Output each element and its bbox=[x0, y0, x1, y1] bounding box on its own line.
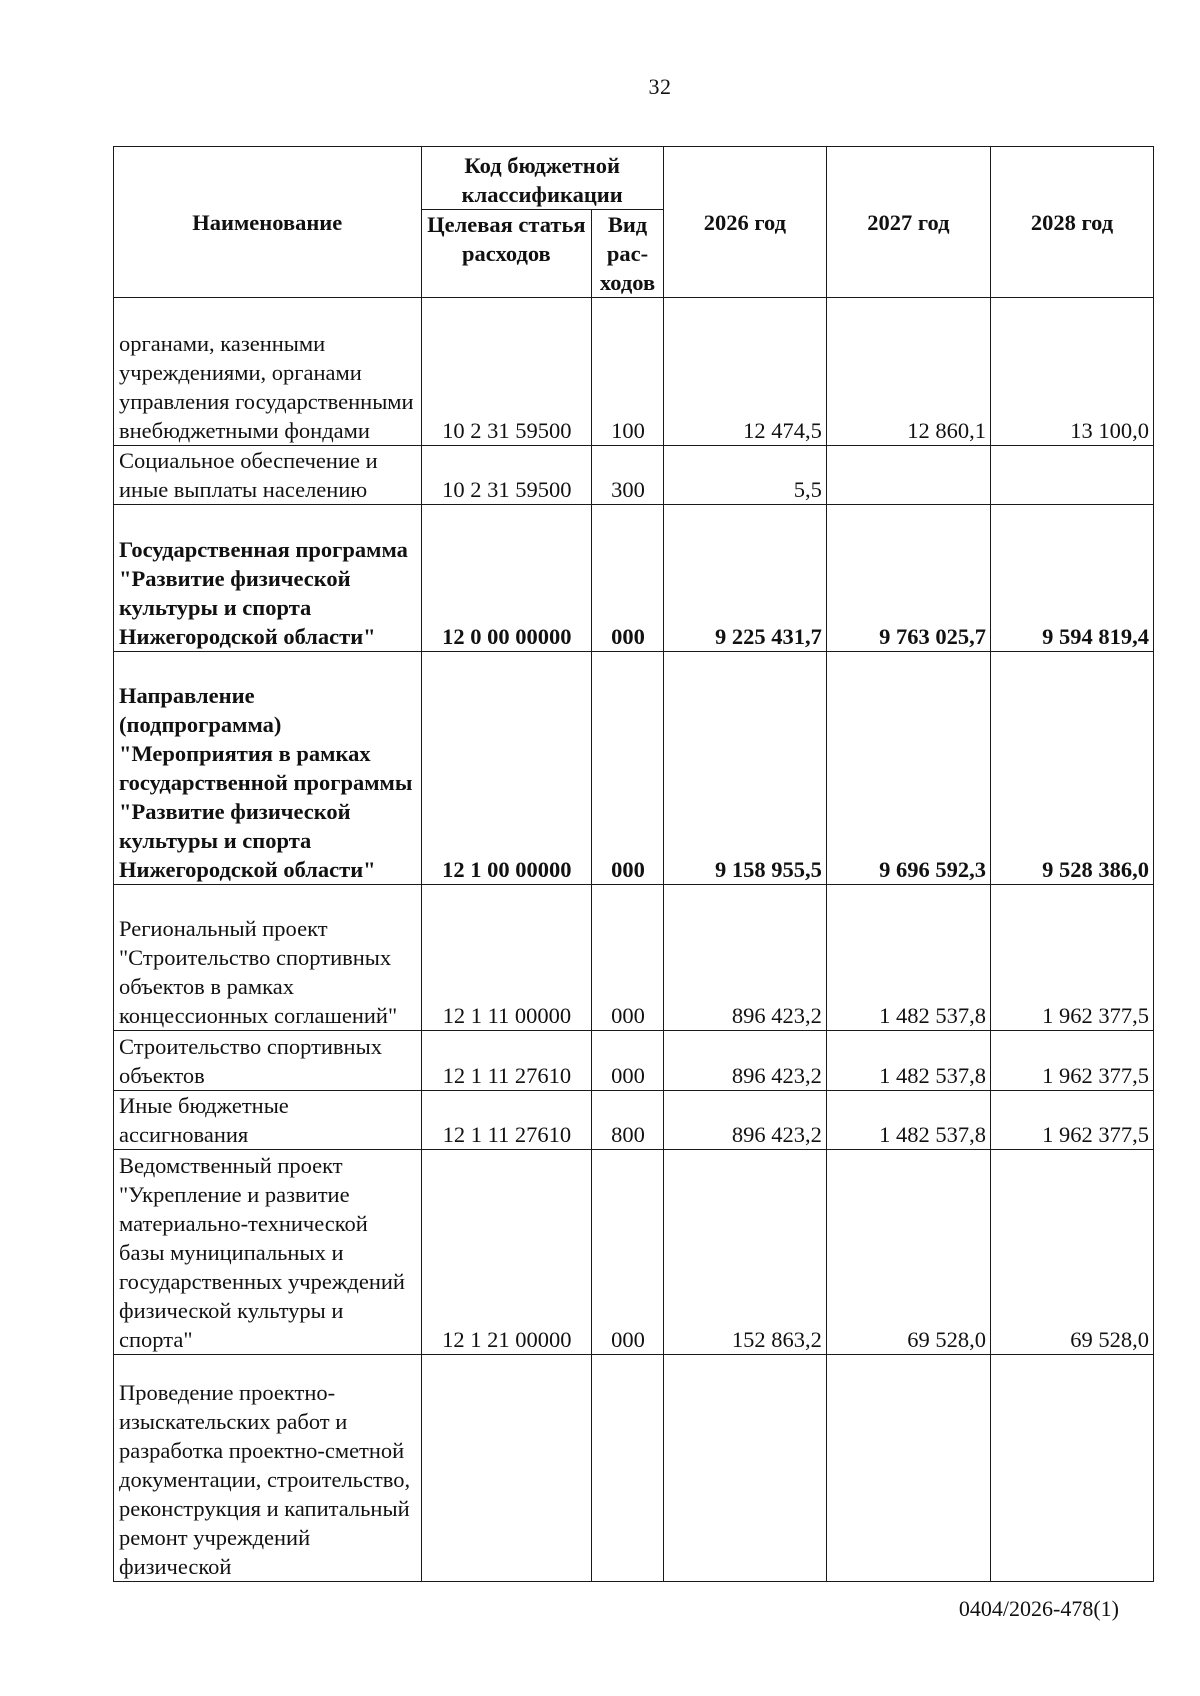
row-name: Строительство спортивных объектов bbox=[114, 1031, 422, 1091]
table-row bbox=[114, 298, 1154, 446]
row-value-2028: 1 962 377,5 bbox=[990, 1091, 1153, 1150]
header-year-2027: 2027 год bbox=[826, 147, 990, 298]
row-expense-kind bbox=[592, 1355, 664, 1582]
table-row bbox=[114, 652, 1154, 885]
table-row bbox=[114, 1355, 1154, 1582]
table-row bbox=[114, 505, 1154, 652]
table-row bbox=[114, 446, 1154, 505]
row-value-2027: 1 482 537,8 bbox=[826, 885, 990, 1031]
row-value-2026: 9 225 431,7 bbox=[663, 505, 826, 652]
row-target-article: 12 1 11 27610 bbox=[421, 1031, 592, 1091]
row-value-2028: 9 594 819,4 bbox=[990, 505, 1153, 652]
row-name: Иные бюджетные ассигнования bbox=[114, 1091, 422, 1150]
row-name: Государственная программа "Развитие физической культуры и спорта Нижегородской области" bbox=[114, 505, 422, 652]
row-target-article: 10 2 31 59500 bbox=[421, 298, 592, 446]
row-expense-kind: 000 bbox=[592, 505, 664, 652]
row-target-article bbox=[421, 1355, 592, 1582]
table-row bbox=[114, 1031, 1154, 1091]
row-value-2027 bbox=[826, 1355, 990, 1582]
row-target-article: 12 1 11 27610 bbox=[421, 1091, 592, 1150]
row-value-2026: 9 158 955,5 bbox=[663, 652, 826, 885]
table-body bbox=[114, 298, 1154, 1582]
row-value-2028 bbox=[990, 1355, 1153, 1582]
table-row bbox=[114, 1091, 1154, 1150]
row-target-article: 10 2 31 59500 bbox=[421, 446, 592, 505]
header-year-2028: 2028 год bbox=[990, 147, 1153, 298]
header-year-2026: 2026 год bbox=[663, 147, 826, 298]
document-number: 0404/2026-478(1) bbox=[958, 1596, 1119, 1621]
row-expense-kind: 800 bbox=[592, 1091, 664, 1150]
header-code-group: Код бюджетной классификации bbox=[421, 147, 663, 210]
row-value-2027: 1 482 537,8 bbox=[826, 1031, 990, 1091]
row-value-2026: 896 423,2 bbox=[663, 885, 826, 1031]
row-value-2026 bbox=[663, 1355, 826, 1582]
row-name: органами, казенными учреждениями, органами управления государственными внебюджетными фондами bbox=[114, 298, 422, 446]
row-target-article: 12 0 00 00000 bbox=[421, 505, 592, 652]
row-expense-kind: 300 bbox=[592, 446, 664, 505]
row-value-2028: 9 528 386,0 bbox=[990, 652, 1153, 885]
row-value-2027: 1 482 537,8 bbox=[826, 1091, 990, 1150]
row-expense-kind: 000 bbox=[592, 885, 664, 1031]
row-value-2026: 5,5 bbox=[663, 446, 826, 505]
row-target-article: 12 1 11 00000 bbox=[421, 885, 592, 1031]
row-value-2028: 69 528,0 bbox=[990, 1150, 1153, 1355]
row-value-2026: 152 863,2 bbox=[663, 1150, 826, 1355]
row-value-2027 bbox=[826, 446, 990, 505]
row-value-2027: 9 763 025,7 bbox=[826, 505, 990, 652]
row-value-2028 bbox=[990, 446, 1153, 505]
header-name: Наименование bbox=[114, 147, 422, 298]
row-value-2027: 69 528,0 bbox=[826, 1150, 990, 1355]
page-number: 32 bbox=[648, 74, 672, 99]
row-value-2028: 1 962 377,5 bbox=[990, 1031, 1153, 1091]
row-expense-kind: 000 bbox=[592, 1031, 664, 1091]
row-name: Проведение проектно-изыскательских работ и разработка проектно-сметной документации, строительство, реконструкция и капитальный ремонт учреждений физической bbox=[114, 1355, 422, 1582]
row-expense-kind: 000 bbox=[592, 1150, 664, 1355]
row-value-2026: 896 423,2 bbox=[663, 1031, 826, 1091]
row-value-2028: 13 100,0 bbox=[990, 298, 1153, 446]
row-name: Региональный проект "Строительство спортивных объектов в рамках концессионных соглашений" bbox=[114, 885, 422, 1031]
header-expense-kind: Вид рас-ходов bbox=[592, 210, 664, 298]
row-target-article: 12 1 21 00000 bbox=[421, 1150, 592, 1355]
row-value-2027: 12 860,1 bbox=[826, 298, 990, 446]
row-expense-kind: 100 bbox=[592, 298, 664, 446]
budget-table bbox=[113, 146, 1154, 1582]
table-row bbox=[114, 885, 1154, 1031]
row-value-2026: 12 474,5 bbox=[663, 298, 826, 446]
row-name: Ведомственный проект "Укрепление и развитие материально-технической базы муниципальных и государственных учреждений физической культуры и спорта" bbox=[114, 1150, 422, 1355]
row-name: Социальное обеспечение и иные выплаты населению bbox=[114, 446, 422, 505]
row-value-2028: 1 962 377,5 bbox=[990, 885, 1153, 1031]
row-value-2026: 896 423,2 bbox=[663, 1091, 826, 1150]
row-name: Направление (подпрограмма) "Мероприятия в рамках государственной программы "Развитие физической культуры и спорта Нижегородской области" bbox=[114, 652, 422, 885]
row-expense-kind: 000 bbox=[592, 652, 664, 885]
row-target-article: 12 1 00 00000 bbox=[421, 652, 592, 885]
table-row bbox=[114, 1150, 1154, 1355]
row-value-2027: 9 696 592,3 bbox=[826, 652, 990, 885]
header-target-article: Целевая статья расходов bbox=[421, 210, 592, 298]
table-header bbox=[114, 147, 1154, 298]
